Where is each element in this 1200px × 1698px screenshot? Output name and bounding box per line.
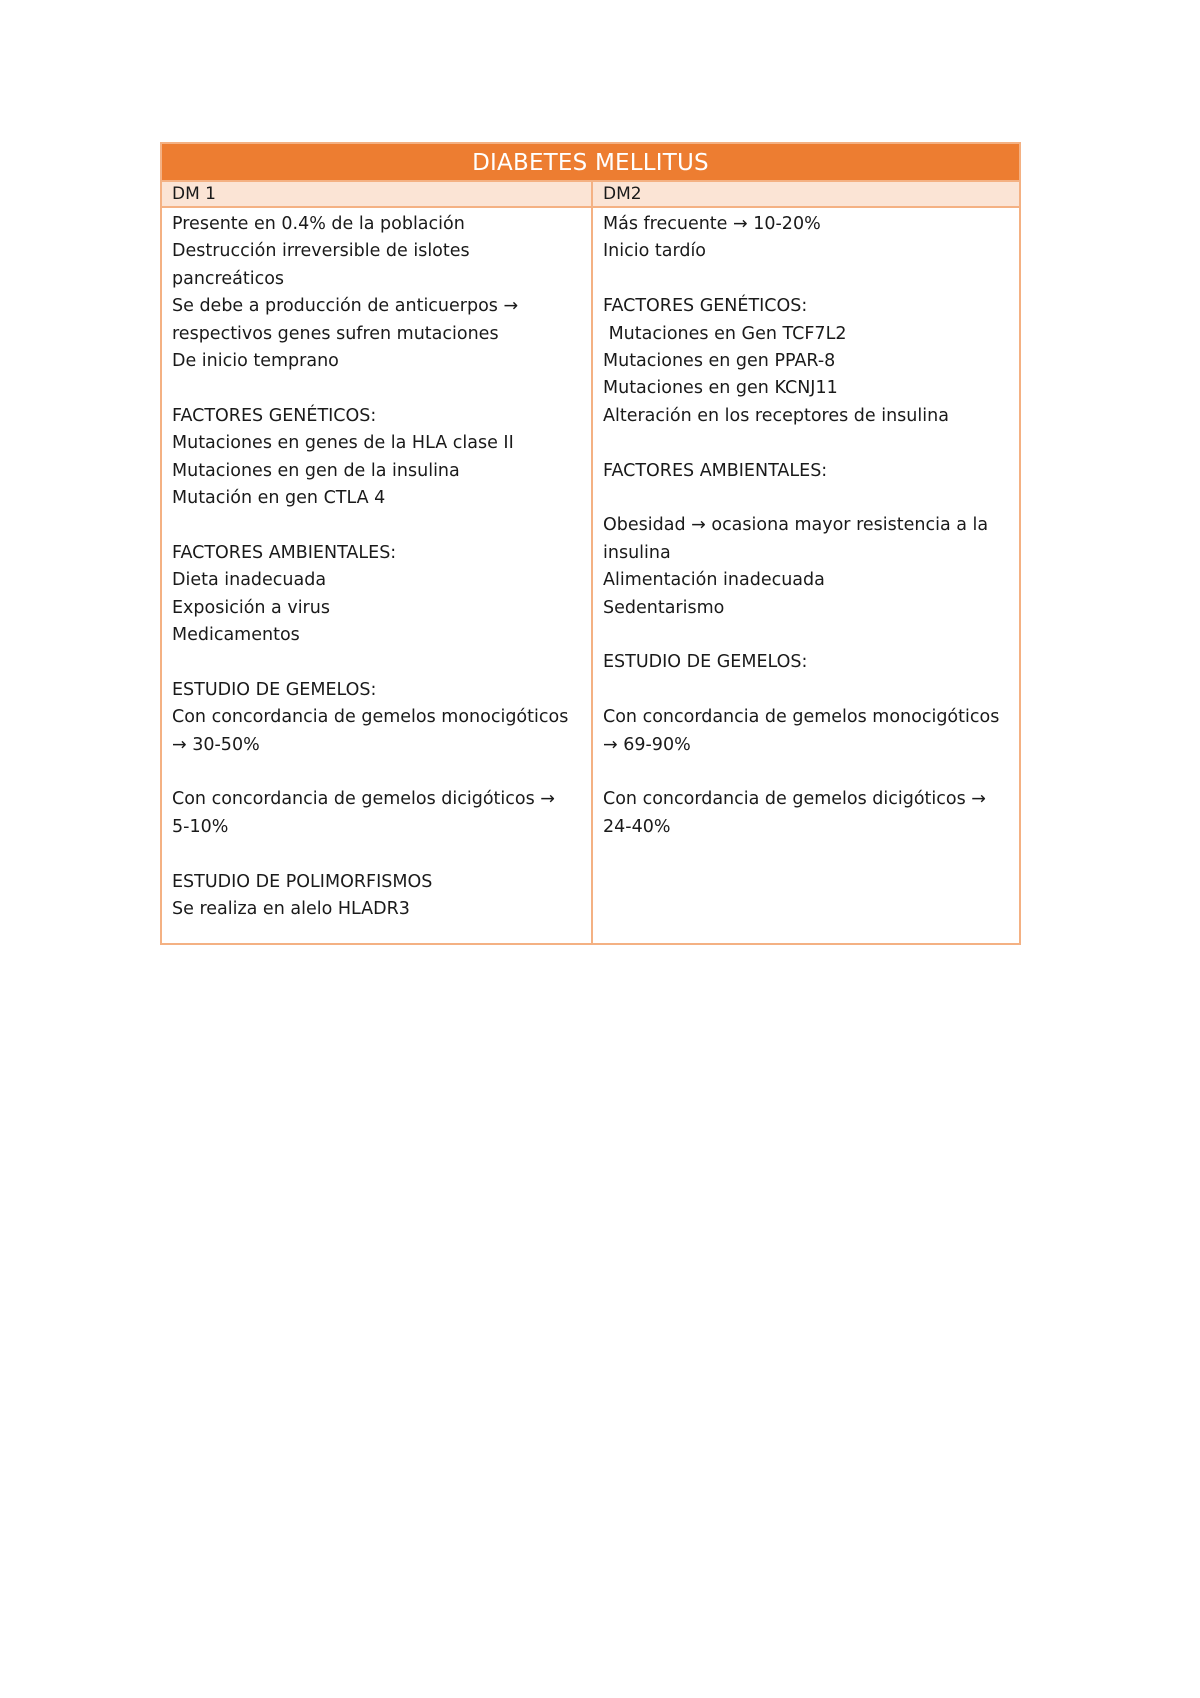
dm1-line: Dieta inadecuada xyxy=(172,570,327,591)
dm2-line: 24-40% xyxy=(603,816,671,837)
dm1-line: Mutación en gen CTLA 4 xyxy=(172,488,386,509)
dm1-line: pancreáticos xyxy=(172,268,285,289)
dm1-line xyxy=(172,375,581,402)
dm1-line: Con concordancia de gemelos dicigóticos → xyxy=(172,789,555,810)
dm2-line: FACTORES GENÉTICOS: xyxy=(603,296,808,317)
dm1-line xyxy=(172,649,581,676)
dm1-line: ESTUDIO DE POLIMORFISMOS xyxy=(172,871,433,892)
dm1-line: FACTORES AMBIENTALES: xyxy=(172,542,397,563)
dm2-line: Mutaciones en gen PPAR-8 xyxy=(603,351,836,372)
dm1-line: Presente en 0.4% de la población xyxy=(172,214,465,234)
dm1-line: Mutaciones en gen de la insulina xyxy=(172,460,460,481)
dm1-line: Exposición a virus xyxy=(172,597,330,618)
dm2-column xyxy=(593,208,1019,943)
dm2-line xyxy=(603,759,1009,786)
dm1-line xyxy=(172,512,581,539)
dm1-column xyxy=(162,208,593,943)
dm1-line: Se realiza en alelo HLADR3 xyxy=(172,899,410,920)
dm2-line xyxy=(603,485,1009,512)
diabetes-table xyxy=(160,142,1021,945)
dm1-line: De inicio temprano xyxy=(172,351,339,372)
column-header-dm1: DM 1 xyxy=(162,182,593,206)
table-title: DIABETES MELLITUS xyxy=(162,144,1019,180)
dm1-line: Medicamentos xyxy=(172,625,300,646)
dm1-line xyxy=(172,759,581,786)
dm1-line: ESTUDIO DE GEMELOS: xyxy=(172,679,377,700)
dm1-line: Se debe a producción de anticuerpos → xyxy=(172,296,519,317)
dm1-line: respectivos genes sufren mutaciones xyxy=(172,323,499,344)
dm2-line: Sedentarismo xyxy=(603,597,725,618)
dm1-line: Con concordancia de gemelos monocigóticos xyxy=(172,707,569,728)
dm2-line: Alimentación inadecuada xyxy=(603,570,825,591)
dm2-line: Obesidad → ocasiona mayor resistencia a la xyxy=(603,515,989,536)
dm2-line xyxy=(603,622,1009,649)
dm2-line: → 69-90% xyxy=(603,734,691,755)
dm2-line xyxy=(603,677,1009,704)
dm2-line: Con concordancia de gemelos dicigóticos → xyxy=(603,789,986,810)
dm2-line: Inicio tardío xyxy=(603,241,707,262)
dm1-line: Destrucción irreversible de islotes xyxy=(172,241,470,262)
dm2-line: Alteración en los receptores de insulina xyxy=(603,405,949,426)
column-header-row xyxy=(162,180,1019,208)
dm1-line: FACTORES GENÉTICOS: xyxy=(172,405,377,426)
dm1-line xyxy=(172,841,581,868)
dm2-line: Con concordancia de gemelos monocigóticos xyxy=(603,707,1000,728)
dm2-line: insulina xyxy=(603,542,671,563)
dm2-line: Más frecuente → 10-20% xyxy=(603,214,821,234)
dm2-line: Mutaciones en Gen TCF7L2 xyxy=(603,323,847,344)
column-header-dm2: DM2 xyxy=(603,184,642,204)
dm1-line: Mutaciones en genes de la HLA clase II xyxy=(172,433,514,454)
dm2-line: Mutaciones en gen KCNJ11 xyxy=(603,378,838,399)
dm1-line: 5-10% xyxy=(172,816,229,837)
dm2-line: ESTUDIO DE GEMELOS: xyxy=(603,652,808,673)
dm2-line xyxy=(603,430,1009,457)
table-body-row xyxy=(162,208,1019,943)
dm2-line xyxy=(603,266,1009,293)
dm2-line: FACTORES AMBIENTALES: xyxy=(603,460,828,481)
dm1-line: → 30-50% xyxy=(172,734,260,755)
